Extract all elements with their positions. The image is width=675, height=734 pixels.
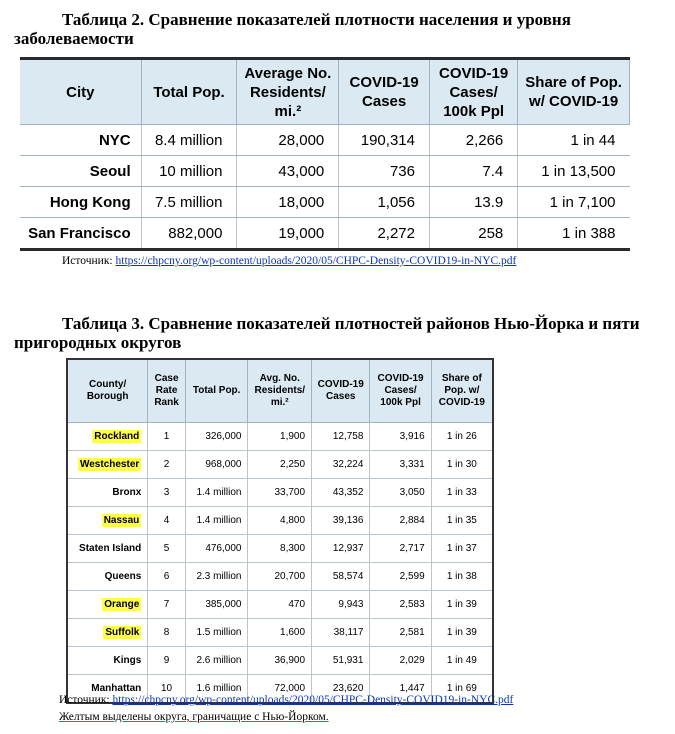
table2-cell: 1,056 — [339, 187, 430, 218]
table3-cell: 968,000 — [185, 451, 248, 479]
table3-cell: 1 in 33 — [431, 479, 493, 507]
table3-cell: 12,937 — [312, 535, 370, 563]
table2-cell: 882,000 — [141, 218, 237, 250]
table3-cell: 1 in 69 — [431, 675, 493, 704]
table2-cell: 736 — [339, 156, 430, 187]
table2-cell: 258 — [429, 218, 517, 250]
table3-cell: 1 — [148, 423, 186, 451]
table3-cell: 2.6 million — [185, 647, 248, 675]
table2-cell: 28,000 — [237, 125, 339, 156]
table3-header-0: County/ Borough — [67, 359, 148, 423]
table3-cell: 1.5 million — [185, 619, 248, 647]
table3-header-6: Share of Pop. w/ COVID-19 — [431, 359, 493, 423]
table3-cell: 32,224 — [312, 451, 370, 479]
table2-caption: Таблица 2. Сравнение показателей плотности населения и уровня заболеваемости — [14, 10, 571, 48]
table3-cell: 6 — [148, 563, 186, 591]
table2-header-1: Total Pop. — [141, 59, 237, 125]
table3-header-5: COVID-19 Cases/ 100k Ppl — [370, 359, 431, 423]
table2-cell: 7.4 — [429, 156, 517, 187]
table3-cell: 10 — [148, 675, 186, 704]
table3-cell: 1,600 — [248, 619, 312, 647]
table3-name-cell — [67, 423, 148, 451]
table3-cell: 43,352 — [312, 479, 370, 507]
table2-cell: 1 in 44 — [518, 125, 630, 156]
table2-row — [20, 187, 630, 218]
table2-cell: 43,000 — [237, 156, 339, 187]
highlighted-county-name: Suffolk — [105, 627, 140, 638]
table3-cell: 58,574 — [312, 563, 370, 591]
table2-cell: 8.4 million — [141, 125, 237, 156]
table3-cell: 470 — [248, 591, 312, 619]
highlighted-county-name: Nassau — [103, 515, 140, 526]
table3-row — [67, 451, 493, 479]
table3-name-cell — [67, 479, 148, 507]
table3-name-cell — [67, 563, 148, 591]
table3-row — [67, 423, 493, 451]
table3-cell: 36,900 — [248, 647, 312, 675]
table3-name-cell — [67, 451, 148, 479]
table3-cell: 20,700 — [248, 563, 312, 591]
table3-cell: 9,943 — [312, 591, 370, 619]
table2-cell: 7.5 million — [141, 187, 237, 218]
table3-cell: 1.6 million — [185, 675, 248, 704]
table3-row — [67, 507, 493, 535]
table3-source: Источник: https://chpcny.org/wp-content/uploads/2020/05/CHPC-Density-COVID19-in-NYC.pdf — [59, 694, 514, 706]
table2-cell: 1 in 388 — [518, 218, 630, 250]
county-name: Queens — [104, 571, 142, 582]
table3-cell: 4,800 — [248, 507, 312, 535]
table3-cell: 326,000 — [185, 423, 248, 451]
boroughs-counties-table — [66, 358, 494, 704]
table3-cell: 2,717 — [370, 535, 431, 563]
table3-cell: 1 in 49 — [431, 647, 493, 675]
table3-row — [67, 591, 493, 619]
table3-name-cell — [67, 535, 148, 563]
table3-cell: 2 — [148, 451, 186, 479]
highlighted-county-name: Rockland — [94, 431, 140, 442]
table3-cell: 3,050 — [370, 479, 431, 507]
table2-cell: 10 million — [141, 156, 237, 187]
table3-row — [67, 535, 493, 563]
table3-cell: 1,447 — [370, 675, 431, 704]
table3-cell: 2,583 — [370, 591, 431, 619]
table3-cell: 72,000 — [248, 675, 312, 704]
table3-name-cell — [67, 591, 148, 619]
table3-caption: Таблица 3. Сравнение показателей плотностей районов Нью-Йорка и пяти пригородных округов — [14, 314, 640, 352]
table3-cell: 2,884 — [370, 507, 431, 535]
table3-cell: 1 in 26 — [431, 423, 493, 451]
table3-name-cell — [67, 619, 148, 647]
table3-cell: 1 in 35 — [431, 507, 493, 535]
table3-cell: 5 — [148, 535, 186, 563]
table2-cell: 13.9 — [429, 187, 517, 218]
table3-header-3: Avg. No. Residents/ mi.² — [248, 359, 312, 423]
table3-cell: 3,331 — [370, 451, 431, 479]
table3-cell: 1 in 30 — [431, 451, 493, 479]
table2-city-cell: NYC — [20, 125, 141, 156]
table3-cell: 51,931 — [312, 647, 370, 675]
table2-city-cell: Seoul — [20, 156, 141, 187]
table3-cell: 2,029 — [370, 647, 431, 675]
table3-cell: 2,250 — [248, 451, 312, 479]
table3-header-4: COVID-19 Cases — [312, 359, 370, 423]
table3-cell: 8,300 — [248, 535, 312, 563]
table2-cell: 2,272 — [339, 218, 430, 250]
table3-cell: 2,599 — [370, 563, 431, 591]
table3-row — [67, 479, 493, 507]
table2-cell: 190,314 — [339, 125, 430, 156]
table3-cell: 1 in 37 — [431, 535, 493, 563]
county-name: Bronx — [112, 487, 142, 498]
table2-source-link[interactable]: https://chpcny.org/wp-content/uploads/2020/05/CHPC-Density-COVID19-in-NYC.pdf — [115, 255, 517, 267]
highlight-note: Желтым выделены округа, граничащие с Нью-Йорком. — [59, 711, 329, 723]
table2-header-0: City — [20, 59, 141, 125]
table2-row — [20, 218, 630, 250]
table3-cell: 9 — [148, 647, 186, 675]
table3-cell: 1 in 38 — [431, 563, 493, 591]
table3-cell: 1 in 39 — [431, 591, 493, 619]
table3-cell: 23,620 — [312, 675, 370, 704]
table2-cell: 1 in 7,100 — [518, 187, 630, 218]
table3-cell: 1 in 39 — [431, 619, 493, 647]
table3-cell: 4 — [148, 507, 186, 535]
table2-source: Источник: https://chpcny.org/wp-content/uploads/2020/05/CHPC-Density-COVID19-in-NYC.pdf — [62, 255, 517, 267]
table3-header-1: Case Rate Rank — [148, 359, 186, 423]
highlighted-county-name: Orange — [104, 599, 140, 610]
density-comparison-table — [20, 57, 630, 251]
table2-city-cell: Hong Kong — [20, 187, 141, 218]
table3-cell: 7 — [148, 591, 186, 619]
highlighted-county-name: Westchester — [79, 459, 140, 470]
table3-source-link[interactable]: https://chpcny.org/wp-content/uploads/2020/05/CHPC-Density-COVID19-in-NYC.pdf — [112, 694, 514, 706]
table2-cell: 2,266 — [429, 125, 517, 156]
table3-cell: 8 — [148, 619, 186, 647]
table3-cell: 2,581 — [370, 619, 431, 647]
table2-row — [20, 125, 630, 156]
table3-cell: 39,136 — [312, 507, 370, 535]
table3-cell: 476,000 — [185, 535, 248, 563]
table3-cell: 33,700 — [248, 479, 312, 507]
table3-cell: 1,900 — [248, 423, 312, 451]
table2-header-4: COVID-19 Cases/ 100k Ppl — [429, 59, 517, 125]
table3-cell: 12,758 — [312, 423, 370, 451]
county-name: Manhattan — [91, 683, 142, 694]
table2-cell: 18,000 — [237, 187, 339, 218]
table3-row — [67, 647, 493, 675]
table3-name-cell — [67, 647, 148, 675]
table2-cell: 1 in 13,500 — [518, 156, 630, 187]
table3-row — [67, 563, 493, 591]
table3-cell: 385,000 — [185, 591, 248, 619]
table2-header-5: Share of Pop. w/ COVID-19 — [518, 59, 630, 125]
table3-name-cell — [67, 507, 148, 535]
table2-row — [20, 156, 630, 187]
table2-cell: 19,000 — [237, 218, 339, 250]
table2-header-3: COVID-19 Cases — [339, 59, 430, 125]
table3-cell: 38,117 — [312, 619, 370, 647]
table2-header-2: Average No. Residents/ mi.² — [237, 59, 339, 125]
table3-cell: 2.3 million — [185, 563, 248, 591]
table3-cell: 3 — [148, 479, 186, 507]
county-name: Staten Island — [79, 543, 142, 554]
table3-row — [67, 619, 493, 647]
table3-header-2: Total Pop. — [185, 359, 248, 423]
table2-city-cell: San Francisco — [20, 218, 141, 250]
county-name: Kings — [113, 655, 142, 666]
table3-cell: 3,916 — [370, 423, 431, 451]
table3-cell: 1.4 million — [185, 507, 248, 535]
table3-cell: 1.4 million — [185, 479, 248, 507]
